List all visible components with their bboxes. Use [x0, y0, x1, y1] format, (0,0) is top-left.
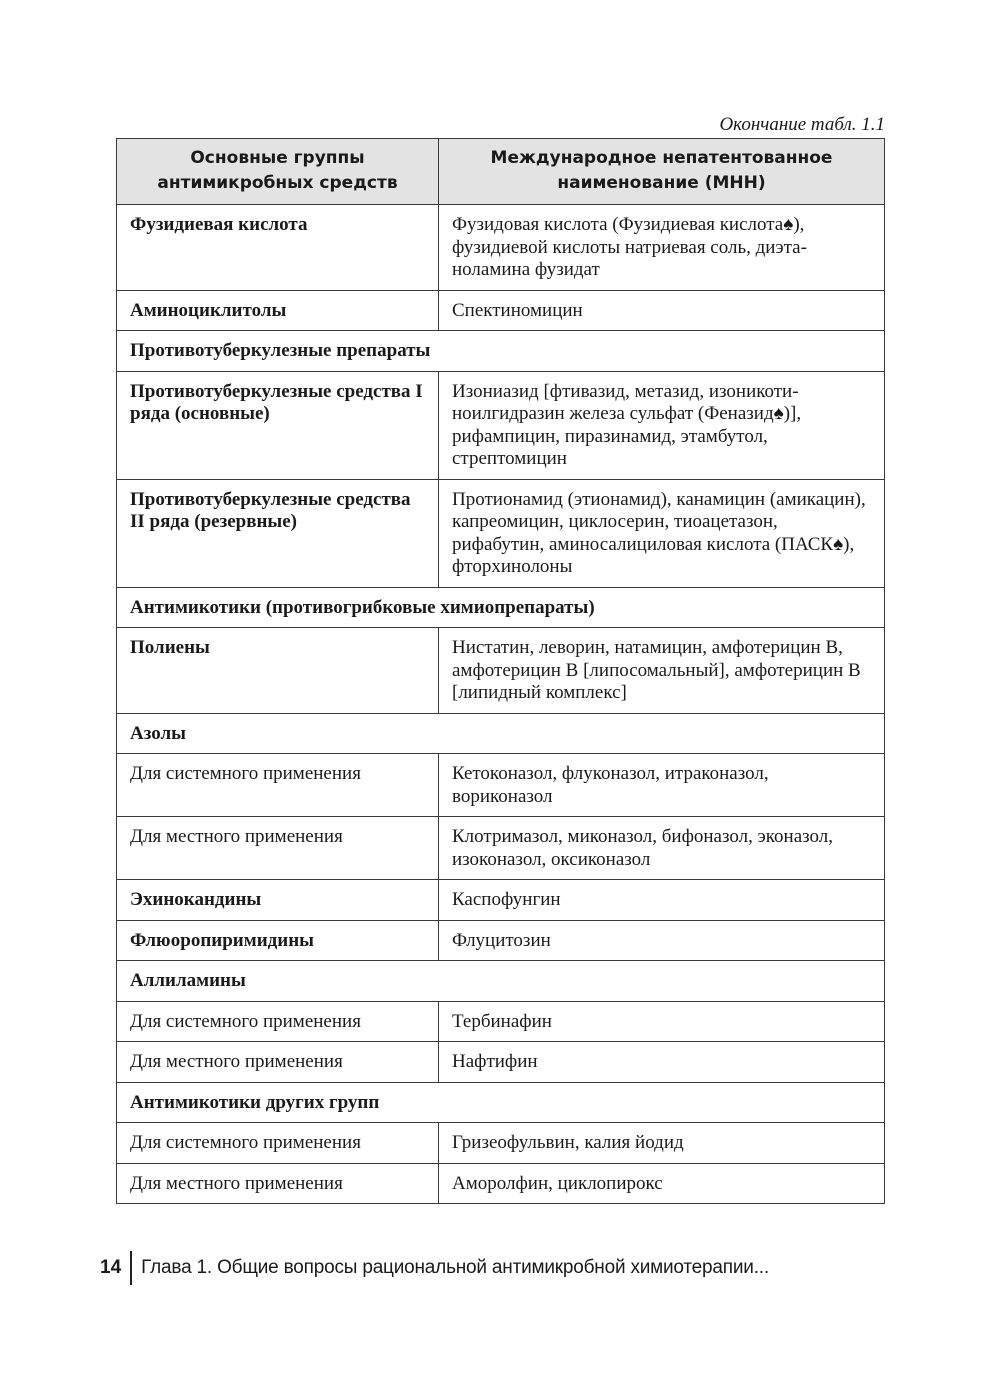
group-cell: Аминоциклитолы	[117, 290, 439, 331]
drug-table	[116, 138, 885, 1204]
drug-cell: Каспофунгин	[439, 880, 885, 921]
subheader-cell: Азолы	[117, 713, 885, 754]
table-row	[117, 1123, 885, 1164]
subgroup-cell: Для системного применения	[117, 1001, 439, 1042]
group-cell: Полиены	[117, 628, 439, 714]
section-row	[117, 587, 885, 628]
drug-cell: Клотримазол, миконазол, бифоназол, эконазол, изоконазол, оксиконазол	[439, 817, 885, 880]
subgroup-cell: Для местного применения	[117, 1163, 439, 1204]
drug-cell: Аморолфин, циклопирокс	[439, 1163, 885, 1204]
drug-cell: Изониазид [фтивазид, метазид, изоникотиноилгидразин железа сульфат (Феназид♠)], рифампицин, пиразинамид, этамбутол, стрептомицин	[439, 371, 885, 479]
table-row	[117, 1001, 885, 1042]
group-cell: Флюоропиримидины	[117, 920, 439, 961]
header-groups: Основные группы антимикробных средств	[117, 139, 439, 205]
table-row	[117, 754, 885, 817]
group-cell: Противотуберкулезные средства I ряда (основные)	[117, 371, 439, 479]
subgroup-cell: Для системного применения	[117, 1123, 439, 1164]
section-title: Противотуберкулезные препараты	[117, 331, 885, 372]
section-title: Антимикотики (противогрибковые химиопрепараты)	[117, 587, 885, 628]
table-header-row	[117, 139, 885, 205]
subheader-row	[117, 713, 885, 754]
drug-cell: Флуцитозин	[439, 920, 885, 961]
table-row	[117, 628, 885, 714]
group-cell: Эхинокандины	[117, 880, 439, 921]
subheader-row	[117, 961, 885, 1002]
page-number: 14	[100, 1257, 122, 1278]
drug-cell: Спектиномицин	[439, 290, 885, 331]
subheader-cell: Аллиламины	[117, 961, 885, 1002]
table-row	[117, 880, 885, 921]
table-row	[117, 817, 885, 880]
chapter-title: Глава 1. Общие вопросы рациональной антимикробной химиотерапии...	[141, 1257, 769, 1278]
table-caption: Окончание табл. 1.1	[719, 114, 885, 135]
drug-cell: Кетоконазол, флуконазол, итраконазол, вориконазол	[439, 754, 885, 817]
subgroup-cell: Для системного применения	[117, 754, 439, 817]
drug-cell: Фузидовая кислота (Фузидиевая кислота♠), фузидиевой кислоты натриевая соль, диэтаноламина фузидат	[439, 205, 885, 291]
page-footer	[100, 1250, 769, 1286]
drug-cell: Протионамид (этионамид), канамицин (амикацин), капреомицин, циклосерин, тиоацетазон, рифабутин, аминосалициловая кислота (ПАСК♠), фторхинолоны	[439, 479, 885, 587]
section-row	[117, 331, 885, 372]
subheader-cell: Антимикотики других групп	[117, 1082, 885, 1123]
subgroup-cell: Для местного применения	[117, 1042, 439, 1083]
drug-cell: Тербинафин	[439, 1001, 885, 1042]
group-cell: Фузидиевая кислота	[117, 205, 439, 291]
drug-cell: Нистатин, леворин, натамицин, амфотерицин В, амфотерицин В [липосомальный], амфотерицин В [липидный комплекс]	[439, 628, 885, 714]
table-row	[117, 479, 885, 587]
footer-divider	[130, 1251, 132, 1285]
group-cell: Противотуберкулезные средства II ряда (резервные)	[117, 479, 439, 587]
drug-cell: Гризеофульвин, калия йодид	[439, 1123, 885, 1164]
table-row	[117, 1163, 885, 1204]
table-row	[117, 1042, 885, 1083]
table-row	[117, 290, 885, 331]
subgroup-cell: Для местного применения	[117, 817, 439, 880]
header-inn: Международное непатентованное наименование (МНН)	[439, 139, 885, 205]
table-row	[117, 371, 885, 479]
subheader-row	[117, 1082, 885, 1123]
table-row	[117, 205, 885, 291]
table-row	[117, 920, 885, 961]
drug-cell: Нафтифин	[439, 1042, 885, 1083]
